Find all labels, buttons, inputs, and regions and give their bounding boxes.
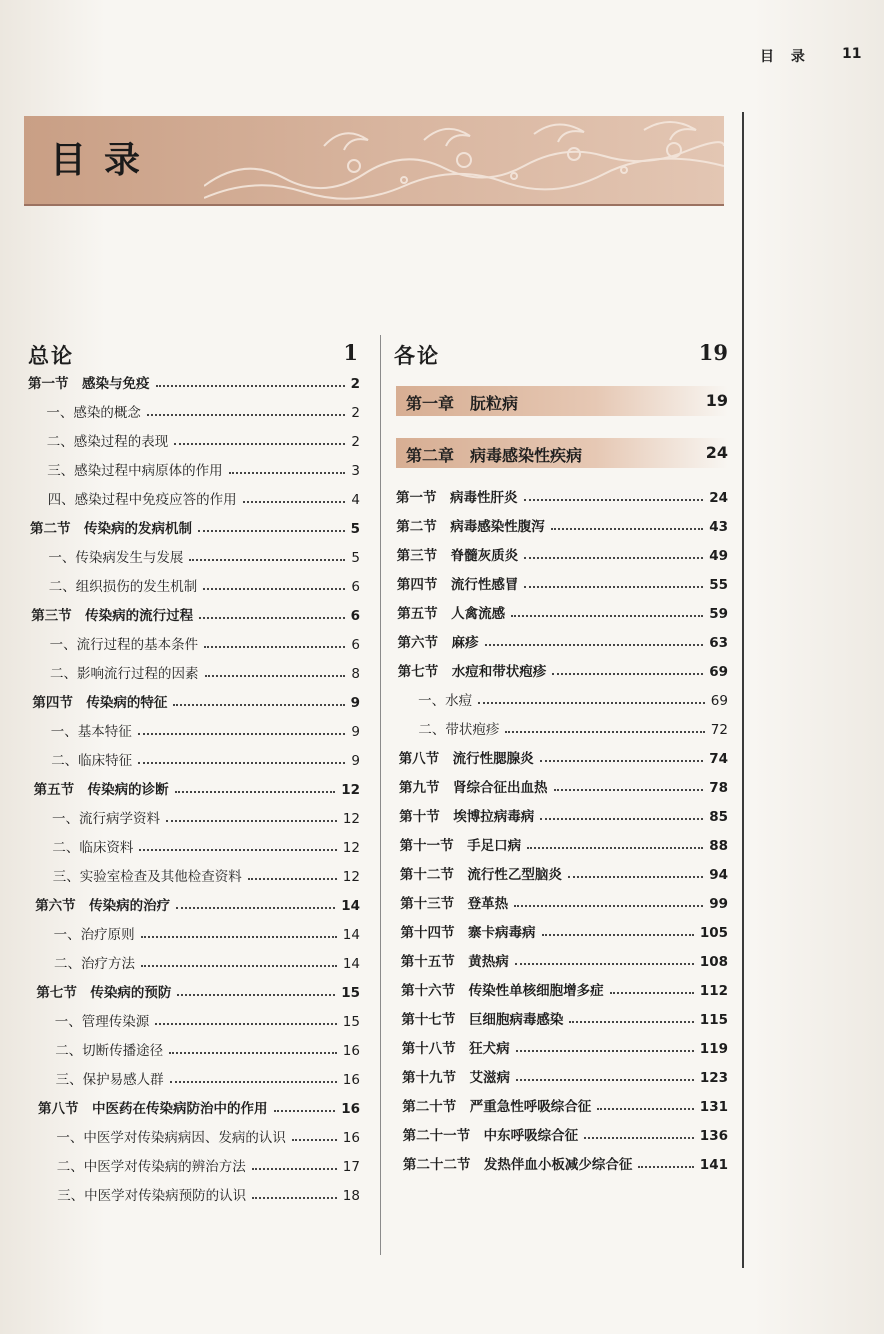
toc-entry bbox=[57, 1153, 360, 1175]
toc-entry-page: 49 bbox=[709, 548, 728, 564]
toc-entry-page: 9 bbox=[350, 695, 360, 711]
toc-entry-title: 第十节 埃博拉病毒病 bbox=[399, 809, 535, 825]
toc-entry-title: 第五节 人禽流感 bbox=[397, 606, 506, 622]
toc-entry-page: 105 bbox=[699, 925, 728, 941]
dot-leader bbox=[203, 588, 345, 590]
toc-entry bbox=[55, 1037, 360, 1059]
toc-entry-title: 第二十节 严重急性呼吸综合征 bbox=[402, 1099, 592, 1115]
toc-entry bbox=[36, 979, 360, 1001]
dot-leader bbox=[252, 1197, 337, 1199]
specific-section-label: 各论 bbox=[394, 343, 440, 368]
running-head-title: 目 录 bbox=[760, 49, 811, 65]
toc-entry-title: 第十三节 登革热 bbox=[400, 896, 509, 912]
toc-entry bbox=[399, 745, 728, 767]
dot-leader bbox=[524, 499, 704, 501]
toc-entry bbox=[399, 774, 728, 796]
toc-entry-title: 第一节 病毒性肝炎 bbox=[396, 490, 518, 506]
toc-entry-page: 115 bbox=[699, 1012, 728, 1028]
toc-entry bbox=[397, 600, 728, 622]
toc-entry-title: 三、保护易感人群 bbox=[55, 1072, 164, 1088]
toc-entry-page: 112 bbox=[699, 983, 728, 999]
toc-entry bbox=[54, 950, 360, 972]
dot-leader bbox=[516, 1079, 694, 1081]
toc-entry-title: 三、中医学对传染病预防的认识 bbox=[57, 1188, 247, 1204]
toc-entry-title: 第四节 传染病的特征 bbox=[32, 695, 168, 711]
dot-leader bbox=[139, 849, 336, 851]
toc-entry bbox=[402, 1093, 728, 1115]
dot-leader bbox=[505, 731, 704, 733]
right-margin-rule bbox=[742, 112, 744, 1268]
toc-entry-title: 四、感染过程中免疫应答的作用 bbox=[47, 492, 237, 508]
dot-leader bbox=[166, 820, 337, 822]
dot-leader bbox=[511, 615, 703, 617]
dot-leader bbox=[252, 1168, 337, 1170]
toc-entry-page: 17 bbox=[342, 1159, 360, 1175]
dot-leader bbox=[205, 675, 346, 677]
dot-leader bbox=[554, 789, 704, 791]
toc-entry-title: 第二十二节 发热伴血小板减少综合征 bbox=[402, 1157, 633, 1173]
toc-entry-page: 24 bbox=[709, 490, 728, 506]
toc-entry-page: 6 bbox=[351, 637, 360, 653]
toc-entry bbox=[401, 948, 728, 970]
toc-entry-title: 一、传染病发生与发展 bbox=[48, 550, 184, 566]
toc-entry bbox=[402, 1064, 728, 1086]
dot-leader bbox=[248, 878, 337, 880]
dot-leader bbox=[243, 501, 346, 503]
dot-leader bbox=[174, 443, 345, 445]
toc-entry bbox=[57, 1182, 360, 1204]
chapter-label: 第二章 病毒感染性疾病 bbox=[406, 446, 583, 465]
toc-entry-title: 第五节 传染病的诊断 bbox=[33, 782, 169, 798]
toc-entry bbox=[400, 861, 728, 883]
toc-entry-page: 99 bbox=[709, 896, 728, 912]
toc-entry bbox=[397, 571, 728, 593]
toc-entry-page: 6 bbox=[350, 608, 360, 624]
toc-entry bbox=[38, 1095, 360, 1117]
dot-leader bbox=[514, 905, 703, 907]
toc-entry-title: 二、带状疱疹 bbox=[418, 722, 500, 738]
toc-entry-title: 第三节 传染病的流行过程 bbox=[31, 608, 194, 624]
banner-title: 目录 bbox=[50, 139, 159, 181]
toc-entry-page: 16 bbox=[342, 1072, 360, 1088]
toc-entry-page: 5 bbox=[351, 550, 360, 566]
toc-entry-title: 一、中医学对传染病病因、发病的认识 bbox=[56, 1130, 286, 1146]
toc-entry-page: 108 bbox=[699, 954, 728, 970]
toc-entry-title: 第十四节 寨卡病毒病 bbox=[400, 925, 536, 941]
dot-leader bbox=[147, 414, 346, 416]
toc-entry bbox=[46, 399, 360, 421]
toc-entry-page: 3 bbox=[351, 463, 360, 479]
dot-leader bbox=[189, 559, 345, 561]
toc-entry-page: 15 bbox=[341, 985, 360, 1001]
dot-leader bbox=[169, 1052, 337, 1054]
toc-entry-title: 第十八节 狂犬病 bbox=[401, 1041, 510, 1057]
toc-entry-title: 第十九节 艾滋病 bbox=[402, 1070, 510, 1086]
toc-entry-page: 43 bbox=[709, 519, 728, 535]
chapter-2-heading bbox=[396, 438, 728, 468]
toc-entry-title: 三、感染过程中病原体的作用 bbox=[47, 463, 223, 479]
toc-entry-title: 二、中医学对传染病的辨治方法 bbox=[56, 1159, 246, 1175]
toc-entry-page: 74 bbox=[709, 751, 728, 767]
dot-leader bbox=[292, 1139, 337, 1141]
toc-entry bbox=[401, 1006, 728, 1028]
toc-entry-title: 第十一节 手足口病 bbox=[399, 838, 522, 854]
toc-entry-title: 第二十一节 中东呼吸综合征 bbox=[402, 1128, 579, 1144]
toc-entry bbox=[53, 863, 360, 885]
toc-entry bbox=[418, 687, 728, 709]
dot-leader bbox=[610, 992, 694, 994]
toc-entry-page: 18 bbox=[342, 1188, 360, 1204]
general-section-label: 总论 bbox=[28, 343, 74, 368]
toc-entry-page: 8 bbox=[351, 666, 360, 682]
toc-entry-page: 94 bbox=[709, 867, 728, 883]
toc-entry-title: 二、感染过程的表现 bbox=[46, 434, 169, 450]
toc-entry bbox=[55, 1008, 360, 1030]
dot-leader bbox=[204, 646, 345, 648]
toc-entry-page: 72 bbox=[710, 722, 728, 738]
dot-leader bbox=[274, 1110, 336, 1112]
toc-entry-title: 第六节 传染病的治疗 bbox=[35, 898, 171, 914]
toc-entry-title: 第七节 传染病的预防 bbox=[36, 985, 172, 1001]
toc-entry-page: 69 bbox=[709, 664, 728, 680]
dot-leader bbox=[569, 1021, 693, 1023]
toc-entry bbox=[56, 1066, 360, 1088]
general-section-heading bbox=[28, 340, 358, 370]
toc-entry bbox=[398, 658, 728, 680]
toc-entry-page: 136 bbox=[699, 1128, 728, 1144]
dot-leader bbox=[198, 530, 345, 532]
toc-entry-page: 12 bbox=[341, 782, 360, 798]
dot-leader bbox=[176, 907, 335, 909]
toc-entry-title: 一、基本特征 bbox=[50, 724, 132, 740]
dot-leader bbox=[138, 762, 345, 764]
toc-entry-page: 12 bbox=[342, 840, 360, 856]
dot-leader bbox=[638, 1166, 693, 1168]
toc-entry bbox=[397, 542, 728, 564]
dot-leader bbox=[540, 760, 704, 762]
toc-entry bbox=[403, 1151, 728, 1173]
toc-entry bbox=[51, 747, 360, 769]
dot-leader bbox=[515, 963, 694, 965]
toc-entry bbox=[47, 457, 360, 479]
toc-entry bbox=[418, 716, 728, 738]
toc-entry-page: 9 bbox=[351, 724, 360, 740]
dot-leader bbox=[540, 818, 703, 820]
toc-entry-page: 9 bbox=[351, 753, 360, 769]
toc-entry bbox=[52, 834, 360, 856]
toc-entry-title: 第二节 传染病的发病机制 bbox=[30, 521, 192, 537]
specific-section-heading bbox=[394, 340, 728, 370]
toc-entry-title: 二、临床资料 bbox=[52, 840, 134, 856]
toc-entry-page: 78 bbox=[709, 780, 728, 796]
toc-entry-title: 第三节 脊髓灰质炎 bbox=[396, 548, 519, 564]
toc-entry-page: 14 bbox=[342, 927, 360, 943]
toc-entry-title: 一、水痘 bbox=[418, 693, 473, 709]
toc-entry bbox=[400, 832, 728, 854]
toc-entry-page: 2 bbox=[350, 376, 360, 392]
toc-entry-title: 第十六节 传染性单核细胞增多症 bbox=[401, 983, 604, 999]
dot-leader bbox=[155, 1023, 337, 1025]
toc-entry-title: 二、治疗方法 bbox=[54, 956, 135, 972]
dot-leader bbox=[141, 965, 337, 967]
toc-entry-title: 第八节 流行性腮腺炎 bbox=[398, 751, 534, 767]
toc-entry bbox=[52, 805, 360, 827]
dot-leader bbox=[542, 934, 694, 936]
page-number: 11 bbox=[842, 46, 862, 62]
dot-leader bbox=[552, 673, 703, 675]
toc-entry-title: 一、治疗原则 bbox=[53, 927, 135, 943]
toc-entry bbox=[31, 602, 360, 624]
toc-entry bbox=[51, 718, 360, 740]
toc-entry-page: 123 bbox=[699, 1070, 728, 1086]
dot-leader bbox=[138, 733, 346, 735]
dot-leader bbox=[175, 791, 336, 793]
toc-entry bbox=[32, 689, 360, 711]
wave-pattern-icon bbox=[204, 116, 724, 204]
dot-leader bbox=[527, 847, 703, 849]
dot-leader bbox=[156, 385, 345, 387]
toc-entry-page: 16 bbox=[342, 1130, 360, 1146]
toc-entry bbox=[399, 803, 728, 825]
toc-entry-title: 第一节 感染与免疫 bbox=[28, 376, 150, 392]
toc-entry-page: 5 bbox=[350, 521, 360, 537]
dot-leader bbox=[551, 528, 703, 530]
toc-entry-page: 15 bbox=[342, 1014, 360, 1030]
toc-entry-page: 85 bbox=[709, 809, 728, 825]
toc-entry-page: 16 bbox=[341, 1101, 360, 1117]
chapter-page: 19 bbox=[705, 391, 728, 410]
dot-leader bbox=[170, 1081, 337, 1083]
toc-entry-title: 第二节 病毒感染性腹泻 bbox=[396, 519, 545, 535]
toc-entry-page: 55 bbox=[709, 577, 728, 593]
general-section-page: 1 bbox=[343, 340, 358, 365]
chapter-1-heading bbox=[396, 386, 728, 416]
toc-entry-page: 2 bbox=[351, 405, 360, 421]
toc-entry bbox=[398, 629, 729, 651]
specific-section-page: 19 bbox=[698, 340, 728, 365]
dot-leader bbox=[584, 1137, 694, 1139]
dot-leader bbox=[597, 1108, 694, 1110]
dot-leader bbox=[524, 557, 703, 559]
toc-entry-title: 第十五节 黄热病 bbox=[400, 954, 509, 970]
toc-entry bbox=[48, 544, 360, 566]
toc-entry-page: 4 bbox=[351, 492, 360, 508]
toc-entry-page: 131 bbox=[699, 1099, 728, 1115]
dot-leader bbox=[229, 472, 346, 474]
toc-entry-page: 12 bbox=[342, 811, 360, 827]
toc-entry-title: 第四节 流行性感冒 bbox=[396, 577, 519, 593]
chapter-label: 第一章 朊粒病 bbox=[406, 394, 519, 413]
toc-entry bbox=[50, 631, 360, 653]
dot-leader bbox=[478, 702, 705, 704]
toc-entry bbox=[401, 977, 728, 999]
toc-entry bbox=[34, 776, 360, 798]
toc-entry-page: 16 bbox=[342, 1043, 360, 1059]
toc-entry-page: 12 bbox=[342, 869, 360, 885]
toc-entry-title: 三、实验室检查及其他检查资料 bbox=[52, 869, 242, 885]
toc-entry-title: 第十七节 巨细胞病毒感染 bbox=[401, 1012, 564, 1028]
dot-leader bbox=[177, 994, 335, 996]
toc-entry-page: 14 bbox=[341, 898, 360, 914]
toc-entry-page: 141 bbox=[699, 1157, 728, 1173]
toc-entry bbox=[403, 1122, 728, 1144]
dot-leader bbox=[485, 644, 704, 646]
toc-entry-title: 第九节 肾综合征出血热 bbox=[399, 780, 548, 796]
toc-entry-title: 二、切断传播途径 bbox=[55, 1043, 164, 1059]
toc-entry-page: 6 bbox=[351, 579, 360, 595]
toc-banner bbox=[24, 116, 724, 206]
toc-entry-title: 一、流行过程的基本条件 bbox=[49, 637, 199, 653]
dot-leader bbox=[524, 586, 703, 588]
toc-entry-page: 63 bbox=[709, 635, 728, 651]
toc-entry-title: 第八节 中医药在传染病防治中的作用 bbox=[38, 1101, 268, 1117]
toc-entry-title: 一、流行病学资料 bbox=[52, 811, 160, 827]
toc-entry bbox=[54, 921, 360, 943]
toc-entry-page: 14 bbox=[342, 956, 360, 972]
toc-entry-title: 第七节 水痘和带状疱疹 bbox=[397, 664, 547, 680]
toc-entry bbox=[401, 919, 729, 941]
dot-leader bbox=[568, 876, 703, 878]
toc-entry bbox=[396, 513, 728, 535]
toc-entry bbox=[50, 660, 360, 682]
toc-entry bbox=[56, 1124, 360, 1146]
toc-entry bbox=[402, 1035, 728, 1057]
toc-entry-page: 88 bbox=[709, 838, 728, 854]
toc-entry-title: 第六节 麻疹 bbox=[397, 635, 479, 651]
toc-entry-page: 59 bbox=[709, 606, 728, 622]
toc-entry bbox=[35, 892, 360, 914]
chapter-page: 24 bbox=[705, 443, 728, 462]
dot-leader bbox=[199, 617, 344, 619]
toc-entry bbox=[47, 428, 360, 450]
toc-entry-title: 一、管理传染源 bbox=[54, 1014, 150, 1030]
toc-entry bbox=[49, 573, 360, 595]
dot-leader bbox=[173, 704, 344, 706]
toc-entry bbox=[30, 515, 360, 537]
column-divider bbox=[380, 335, 381, 1255]
toc-entry-title: 二、组织损伤的发生机制 bbox=[48, 579, 198, 595]
toc-entry bbox=[396, 484, 728, 506]
toc-entry-title: 一、感染的概念 bbox=[46, 405, 141, 421]
toc-entry-title: 二、临床特征 bbox=[51, 753, 133, 769]
toc-entry bbox=[48, 486, 360, 508]
toc-entry-page: 2 bbox=[351, 434, 360, 450]
dot-leader bbox=[141, 936, 337, 938]
toc-entry-page: 119 bbox=[699, 1041, 728, 1057]
toc-entry bbox=[400, 890, 728, 912]
toc-entry-title: 第十二节 流行性乙型脑炎 bbox=[399, 867, 562, 883]
toc-entry-title: 二、影响流行过程的因素 bbox=[50, 666, 199, 682]
dot-leader bbox=[516, 1050, 694, 1052]
toc-entry-page: 69 bbox=[710, 693, 728, 709]
toc-entry bbox=[28, 370, 360, 392]
